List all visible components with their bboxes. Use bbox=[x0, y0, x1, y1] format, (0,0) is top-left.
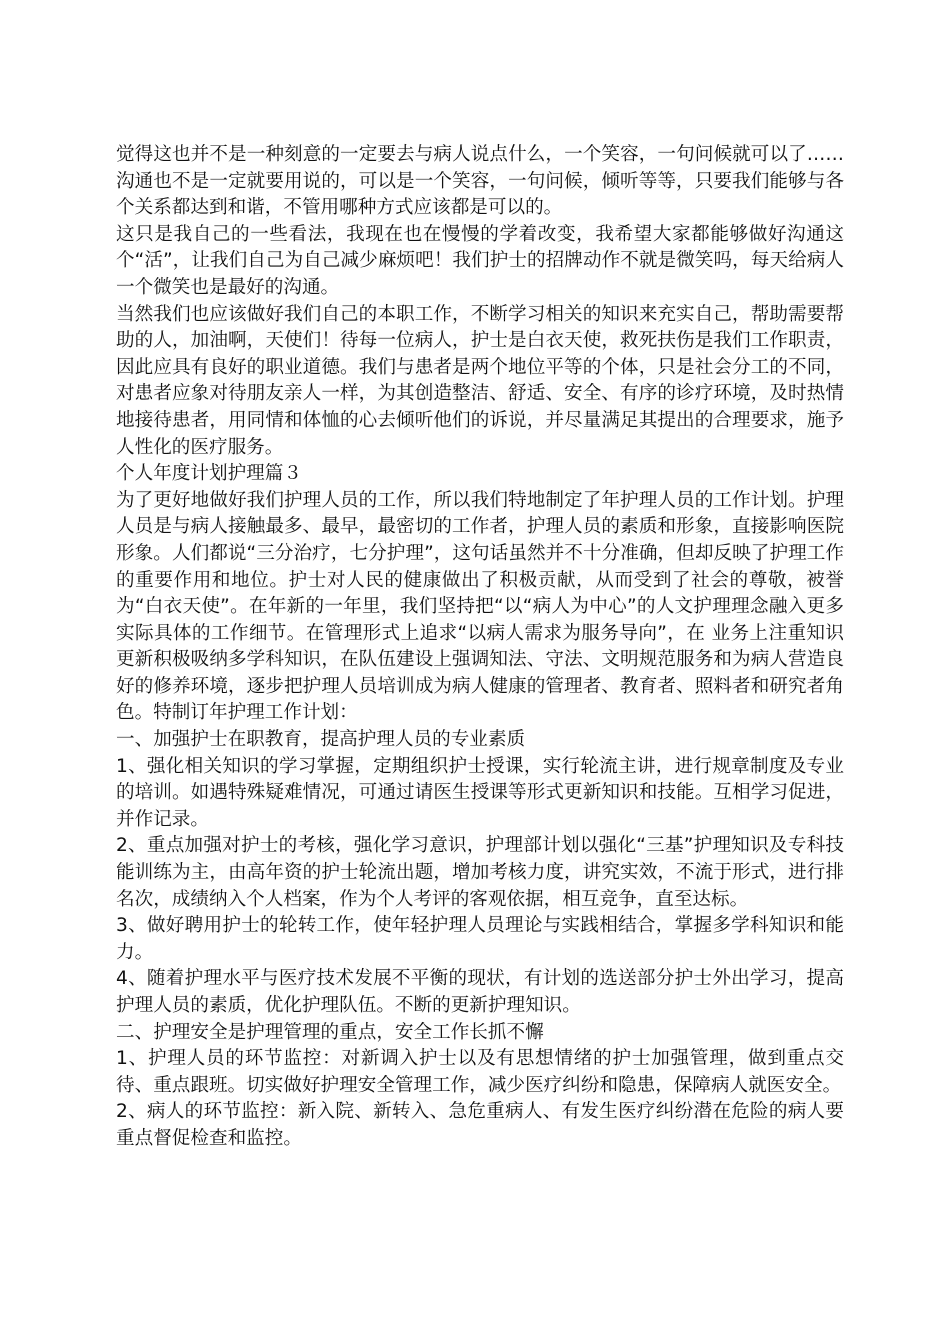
paragraph-plan-intro: 为了更好地做好我们护理人员的工作，所以我们特地制定了年护理人员的工作计划。护理人员是与病人接触最多、最早，最密切的工作者，护理人员的素质和形象，直接影响医院形象。人们都说“三分治疗，七分护理”，这句话虽然并不十分准确，但却反映了护理工作的重要作用和地位。护士对人民的健康做出了积极贡献，从而受到了社会的尊敬，被誉为“白衣天使”。在年新的一年里，我们坚持把“以“病人为中心”的人文护理理念融入更多实际具体的工作细节。在管理形式上追求“以病人需求为服务导向”，在 业务上注重知识更新积极吸纳多学科知识，在队伍建设上强调知法、守法、文明规范服务和为病人营造良好的修养环境，逐步把护理人员培训成为病人健康的管理者、教育者、照料者和研究者角色。特制订年护理工作计划： bbox=[116, 489, 844, 724]
list-item-education-1: 1、强化相关知识的学习掌握，定期组织护士授课，实行轮流主讲，进行规章制度及专业的培训。如遇特殊疑难情况，可通过请医生授课等形式更新知识和技能。互相学习促进，并作记录。 bbox=[116, 755, 844, 830]
paragraph-communication: 觉得这也并不是一种刻意的一定要去与病人说点什么，一个笑容，一句问候就可以了……沟通也不是一定就要用说的，可以是一个笑容，一句问候，倾听等等，只要我们能够与各个关系都达到和谐，不管用哪种方式应该都是可以的。 bbox=[116, 144, 844, 219]
list-item-education-3: 3、做好聘用护士的轮转工作，使年轻护理人员理论与实践相结合，掌握多学科知识和能力。 bbox=[116, 915, 844, 963]
paragraph-duty: 当然我们也应该做好我们自己的本职工作，不断学习相关的知识来充实自己，帮助需要帮助的人，加油啊，天使们！待每一位病人，护士是白衣天使，救死扶伤是我们工作职责，因此应具有良好的职业道德。我们与患者是两个地位平等的个体，只是社会分工的不同，对患者应象对待朋友亲人一样，为其创造整洁、舒适、安全、有序的诊疗环境，及时热情地接待患者，用同情和体恤的心去倾听他们的诉说，并尽量满足其提出的合理要求，施予人性化的医疗服务。 bbox=[116, 303, 844, 458]
heading-education: 一、加强护士在职教育，提高护理人员的专业素质 bbox=[116, 729, 526, 751]
paragraph-my-view: 这只是我自己的一些看法，我现在也在慢慢的学着改变，我希望大家都能够做好沟通这个“活”，让我们自己为自己减少麻烦吧！我们护士的招牌动作不就是微笑吗，每天给病人一个微笑也是最好的沟通。 bbox=[116, 223, 844, 298]
list-item-education-2: 2、重点加强对护士的考核，强化学习意识，护理部计划以强化“三基”护理知识及专科技能训练为主，由高年资的护士轮流出题，增加考核力度，讲究实效，不流于形式，进行排名次，成绩纳入个人档案，作为个人考评的客观依据，相互竞争，直至达标。 bbox=[116, 835, 844, 910]
heading-safety: 二、护理安全是护理管理的重点，安全工作长抓不懈 bbox=[116, 1021, 544, 1043]
document-body bbox=[116, 142, 844, 1153]
list-item-safety-1: 1、护理人员的环节监控：对新调入护士以及有思想情绪的护士加强管理，做到重点交待、重点跟班。切实做好护理安全管理工作，减少医疗纠纷和隐患，保障病人就医安全。 bbox=[116, 1048, 844, 1096]
list-item-safety-2: 2、病人的环节监控：新入院、新转入、急危重病人、有发生医疗纠纷潜在危险的病人要重点督促检查和监控。 bbox=[116, 1101, 844, 1149]
section-title-plan-3: 个人年度计划护理篇３ bbox=[116, 463, 302, 485]
list-item-education-4: 4、随着护理水平与医疗技术发展不平衡的现状，有计划的选送部分护士外出学习，提高护理人员的素质，优化护理队伍。不断的更新护理知识。 bbox=[116, 968, 844, 1016]
